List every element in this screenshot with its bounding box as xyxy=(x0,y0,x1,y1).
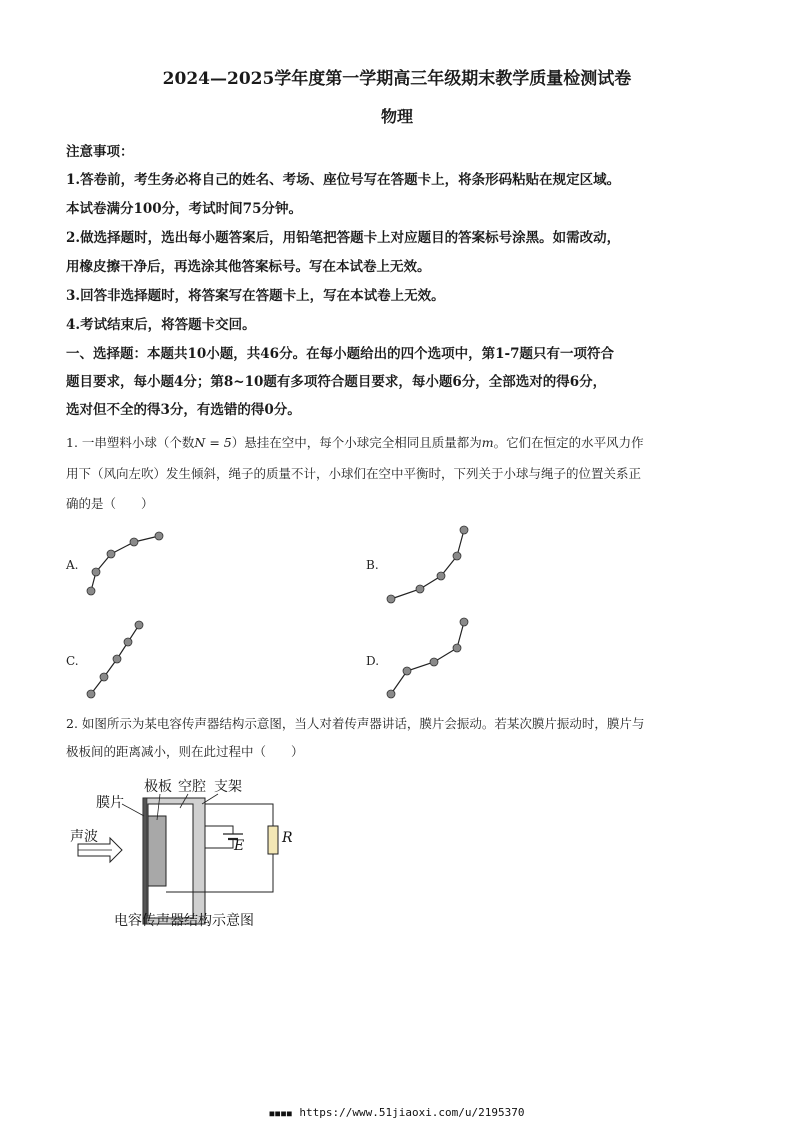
ball xyxy=(460,526,468,534)
ball xyxy=(453,552,461,560)
q1-line1 xyxy=(66,433,644,451)
wire-mid xyxy=(205,826,233,834)
subject-title: 物理 xyxy=(380,107,413,126)
q1-math-n: N = 5 xyxy=(194,435,232,450)
ball xyxy=(130,538,138,546)
label-plate: 极板 xyxy=(144,779,172,795)
note-line: 3.回答非选择题时，将答案写在答题卡上，写在本试卷上无效。 xyxy=(66,288,445,304)
ball xyxy=(135,621,143,629)
note-line: 4.考试结束后，将答题卡交回。 xyxy=(66,317,256,333)
label-support: 支架 xyxy=(214,779,242,795)
label-R: R xyxy=(282,830,293,846)
wire-top xyxy=(205,804,273,826)
option-d-label: D. xyxy=(366,654,380,668)
ball xyxy=(460,618,468,626)
option-c-figure xyxy=(82,614,152,704)
ball xyxy=(113,655,121,663)
q1-text-c: 。它们在恒定的水平风力作 xyxy=(493,435,644,450)
plate xyxy=(148,816,166,886)
ball xyxy=(387,690,395,698)
footer-dots: ■■■■ xyxy=(269,1109,293,1118)
label-sound: 声波 xyxy=(70,829,98,845)
ball xyxy=(124,638,132,646)
option-b-figure xyxy=(380,518,475,608)
notes-heading: 注意事项： xyxy=(66,144,134,160)
option-a-label: A. xyxy=(66,558,79,572)
q2-line1: 2. 如图所示为某电容传声器结构示意图，当人对着传声器讲话，膜片会振动。若某次膜片振动时，膜片与 xyxy=(66,716,645,731)
ball xyxy=(87,587,95,595)
wire-battery-down xyxy=(205,839,233,848)
ball xyxy=(403,667,411,675)
option-c-label: C. xyxy=(66,654,79,668)
exam-title: 2024—2025学年度第一学期高三年级期末教学质量检测试卷 xyxy=(162,69,632,89)
label-membrane: 膜片 xyxy=(96,795,124,811)
option-b-label: B. xyxy=(366,558,379,572)
note-line: 2.做选择题时，选出每小题答案后，用铅笔把答题卡上对应题目的答案标号涂黑。如需改动， xyxy=(66,230,621,246)
membrane xyxy=(143,798,147,924)
section-line: 题目要求，每小题4分；第8~10题有多项符合题目要求，每小题6分，全部选对的得6分， xyxy=(66,374,607,390)
q1-text-a: 1. 一串塑料小球（个数 xyxy=(66,435,195,450)
ball xyxy=(100,673,108,681)
q2-line2: 极板间的距离减小，则在此过程中（ ） xyxy=(66,744,304,759)
ball xyxy=(437,572,445,580)
ball xyxy=(87,690,95,698)
section-line: 选对但不全的得3分，有选错的得0分。 xyxy=(66,402,301,418)
note-line: 用橡皮擦干净后，再选涂其他答案标号。写在本试卷上无效。 xyxy=(66,259,431,275)
label-cavity: 空腔 xyxy=(178,779,206,795)
ball xyxy=(416,585,424,593)
label-E: E xyxy=(234,838,245,854)
q1-math-m: m xyxy=(481,435,494,450)
q1-line2: 用下（风向左吹）发生倾斜，绳子的质量不计，小球们在空中平衡时，下列关于小球与绳子的位置关系正 xyxy=(66,466,642,481)
ball xyxy=(430,658,438,666)
option-d-figure xyxy=(382,612,477,704)
section-line: 一、选择题：本题共10小题，共46分。在每小题给出的四个选项中，第1-7题只有一项符合 xyxy=(66,346,614,362)
ball xyxy=(155,532,163,540)
q1-line3: 确的是（ ） xyxy=(66,496,154,511)
ball xyxy=(107,550,115,558)
note-line: 本试卷满分100分，考试时间75分钟。 xyxy=(66,201,302,217)
leader-membrane xyxy=(122,804,144,816)
figure-caption: 电容传声器结构示意图 xyxy=(114,913,254,929)
option-a-figure xyxy=(82,526,172,602)
ball xyxy=(453,644,461,652)
footer xyxy=(0,1106,794,1119)
q1-text-b: ）悬挂在空中，每个小球完全相同且质量都为 xyxy=(231,435,482,450)
note-line: 1.答卷前，考生务必将自己的姓名、考场、座位号写在答题卡上，将条形码粘贴在规定区域。 xyxy=(66,172,621,188)
resistor xyxy=(268,826,278,854)
wire-bottom xyxy=(205,854,273,892)
footer-url[interactable]: https://www.51jiaoxi.com/u/2195370 xyxy=(299,1106,525,1119)
ball xyxy=(92,568,100,576)
ball xyxy=(387,595,395,603)
